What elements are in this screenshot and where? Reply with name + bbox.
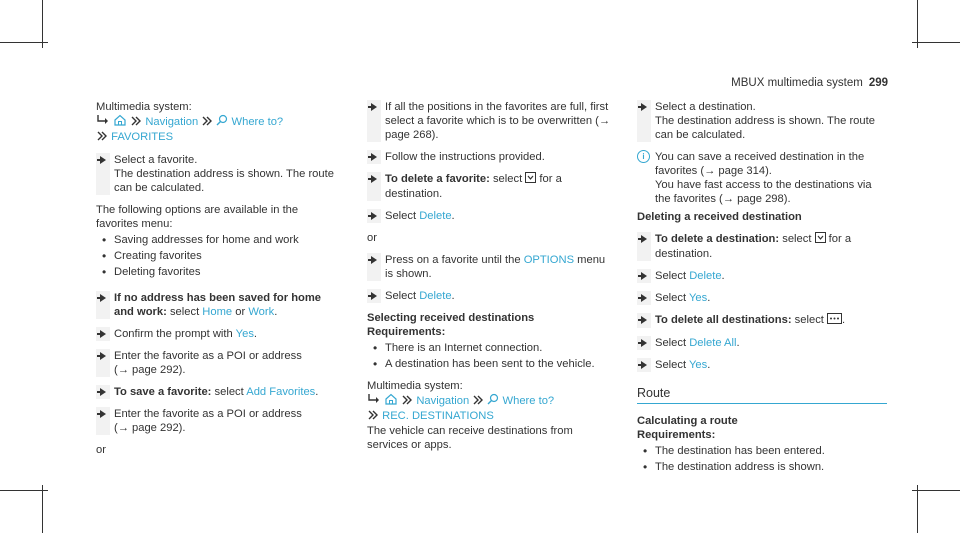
path-where-to: Where to? — [502, 395, 555, 407]
option-options: OPTIONS — [523, 254, 575, 266]
text: menu is shown. — [385, 254, 606, 280]
double-chevron-icon — [130, 116, 142, 130]
crop-mark — [917, 0, 918, 48]
step — [96, 153, 341, 195]
text: . — [315, 386, 319, 398]
step — [637, 100, 887, 142]
step — [96, 349, 341, 377]
step-arrow-icon — [637, 358, 651, 372]
step-arrow-icon — [637, 291, 651, 305]
step-text — [385, 172, 612, 201]
step-text: Select a favorite. — [114, 154, 198, 166]
text: for a destination. — [385, 173, 562, 200]
text: or — [232, 306, 249, 318]
path-rec-destinations: REC. DESTINATIONS — [382, 410, 494, 422]
step — [367, 289, 612, 303]
text: . — [736, 337, 740, 349]
option-add-favorites: Add Favorites — [246, 386, 316, 398]
bold-text: To delete all destinations: — [655, 314, 792, 326]
step-text: The destination address is shown. The route can be calculated. — [655, 115, 875, 141]
text: . — [842, 314, 846, 326]
step-text — [655, 358, 887, 372]
return-arrow-icon — [96, 114, 110, 130]
note-text: You can save a received destination in the favorites (→ page 314). — [655, 151, 865, 177]
text: select — [779, 233, 815, 245]
step — [96, 385, 341, 399]
list-item: • The destination has been entered. — [637, 444, 887, 458]
requirements-label: Requirements: — [367, 326, 446, 338]
section-heading: Selecting received destinations — [367, 312, 535, 324]
intro-text: Multimedia system: — [367, 380, 463, 392]
home-icon — [113, 114, 127, 130]
step-text: Select a destination. — [655, 101, 756, 113]
step — [367, 253, 612, 281]
text: . — [451, 290, 455, 302]
crop-mark — [0, 490, 48, 491]
option-delete: Delete — [689, 270, 722, 282]
step — [367, 150, 612, 164]
path-navigation: Navigation — [145, 116, 199, 128]
bold-text: To save a favorite: — [114, 386, 212, 398]
page-header — [731, 76, 888, 90]
path-navigation: Navigation — [416, 395, 470, 407]
step — [637, 336, 887, 350]
list-item: • There is an Internet connection. — [367, 341, 612, 355]
double-chevron-icon — [96, 131, 108, 145]
step-arrow-icon — [367, 289, 381, 303]
list-item: • Creating favorites — [96, 249, 341, 263]
page-reference: (→ page 292). — [114, 422, 186, 434]
or-text: or — [96, 444, 106, 456]
step-arrow-icon — [637, 269, 651, 283]
step — [637, 291, 887, 305]
text: for a destination. — [655, 233, 852, 260]
info-note — [637, 150, 887, 206]
step-arrow-icon — [637, 336, 651, 350]
info-icon: i — [637, 150, 650, 163]
crop-mark — [42, 0, 43, 48]
step-text: If all the positions in the favorites are full, first select a favorite which is to be overwritten (→ page 268). — [385, 101, 611, 141]
step-arrow-icon — [367, 172, 381, 201]
crop-mark — [42, 485, 43, 533]
step-arrow-icon — [96, 349, 110, 377]
dropdown-key-icon — [525, 172, 536, 187]
text: Select — [655, 270, 690, 282]
menu-path — [96, 114, 341, 145]
search-icon — [487, 393, 499, 409]
column-2 — [367, 100, 612, 452]
step-arrow-icon — [96, 291, 110, 319]
double-chevron-icon — [367, 410, 379, 424]
step-text: The destination address is shown. The route can be calculated. — [114, 168, 334, 194]
double-chevron-icon — [201, 116, 213, 130]
step-text — [655, 291, 887, 305]
text: select — [791, 314, 828, 326]
paragraph: The following options are available in the favorites menu: — [96, 204, 299, 230]
path-favorites: FAVORITES — [111, 131, 174, 143]
intro-text: Multimedia system: — [96, 101, 192, 113]
section-title: Route — [637, 386, 887, 404]
step-text — [655, 313, 887, 328]
path-where-to: Where to? — [231, 116, 284, 128]
option-delete-all: Delete All — [689, 337, 737, 349]
step — [637, 358, 887, 372]
step-text — [385, 289, 612, 303]
option-yes: Yes — [689, 359, 708, 371]
step-text — [655, 269, 887, 283]
option-delete: Delete — [419, 290, 452, 302]
text: . — [253, 328, 258, 340]
column-3 — [637, 100, 887, 476]
step-text: Enter the favorite as a POI or address — [114, 350, 302, 362]
home-icon — [384, 393, 398, 409]
crop-mark — [912, 42, 960, 43]
step-arrow-icon — [96, 407, 110, 435]
dropdown-key-icon — [815, 232, 826, 247]
step — [96, 327, 341, 341]
step — [96, 407, 341, 435]
step-arrow-icon — [367, 100, 381, 142]
header-title: MBUX multimedia system — [731, 77, 863, 89]
text: Select — [655, 337, 690, 349]
step-arrow-icon — [637, 100, 651, 142]
requirements-label: Requirements: — [637, 429, 716, 441]
step-arrow-icon — [367, 150, 381, 164]
text: . — [274, 306, 278, 318]
crop-mark — [912, 490, 960, 491]
step-text: Enter the favorite as a POI or address — [114, 408, 302, 420]
list-item: • A destination has been sent to the vehicle. — [367, 357, 612, 371]
return-arrow-icon — [367, 393, 381, 409]
text: Select — [385, 290, 420, 302]
step-arrow-icon — [367, 209, 381, 223]
step-text — [385, 253, 612, 281]
page-reference: (→ page 292). — [114, 364, 186, 376]
text: . — [707, 292, 711, 304]
option-delete: Delete — [419, 210, 452, 222]
page-number: 299 — [868, 77, 888, 89]
more-options-icon — [827, 313, 842, 328]
step-arrow-icon — [637, 313, 651, 328]
text: select — [211, 386, 247, 398]
option-work: Work — [248, 306, 275, 318]
list-item: • The destination address is shown. — [637, 460, 887, 474]
step — [367, 172, 612, 201]
step — [637, 313, 887, 328]
or-text: or — [367, 232, 377, 244]
text: . — [451, 210, 455, 222]
list-item: • Deleting favorites — [96, 265, 341, 279]
bold-text: To delete a destination: — [655, 233, 780, 245]
text: Select — [385, 210, 420, 222]
double-chevron-icon — [472, 395, 484, 409]
column-1 — [96, 100, 341, 457]
step-arrow-icon — [96, 153, 110, 195]
text: select — [489, 173, 526, 185]
text: select — [166, 306, 203, 318]
step-arrow-icon — [96, 385, 110, 399]
double-chevron-icon — [401, 395, 413, 409]
text: Confirm the prompt with — [114, 328, 236, 340]
crop-mark — [0, 42, 48, 43]
step-text — [385, 209, 612, 223]
option-home: Home — [202, 306, 233, 318]
step-text — [114, 291, 341, 319]
step-text — [655, 336, 887, 350]
menu-path — [367, 393, 612, 424]
text: Select — [655, 359, 689, 371]
bold-text: If no address has been saved for home and work: — [114, 292, 322, 318]
step — [96, 291, 341, 319]
option-yes: Yes — [235, 328, 254, 340]
option-yes: Yes — [689, 292, 708, 304]
step-arrow-icon — [367, 253, 381, 281]
crop-mark — [917, 485, 918, 533]
list-item: • Saving addresses for home and work — [96, 233, 341, 247]
bold-text: To delete a favorite: — [385, 173, 490, 185]
search-icon — [216, 114, 228, 130]
step — [367, 209, 612, 223]
paragraph: The vehicle can receive destinations from services or apps. — [367, 425, 573, 451]
step — [637, 232, 887, 261]
note-text: You have fast access to the destinations via the favorites (→ page 298). — [655, 179, 872, 205]
step-text: Follow the instructions provided. — [385, 151, 545, 163]
step-text — [655, 232, 887, 261]
section-heading: Calculating a route — [637, 415, 738, 427]
step — [637, 269, 887, 283]
step-arrow-icon — [637, 232, 651, 261]
section-heading: Deleting a received destination — [637, 211, 802, 223]
text: Press on a favorite until the — [385, 254, 524, 266]
step-arrow-icon — [96, 327, 110, 341]
step-text — [114, 385, 341, 399]
text: . — [707, 359, 711, 371]
step — [367, 100, 612, 142]
text: . — [721, 270, 725, 282]
step-text — [114, 327, 341, 341]
text: Select — [655, 292, 689, 304]
